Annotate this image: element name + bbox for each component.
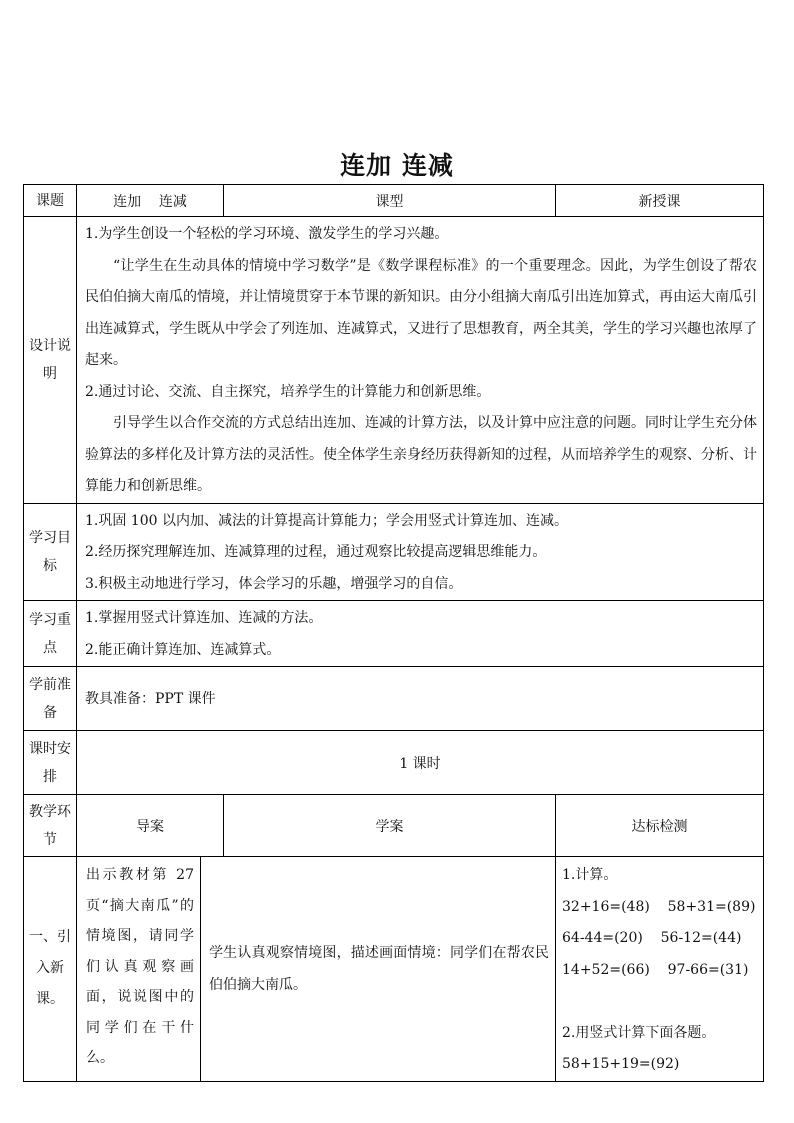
lesson-plan-table xyxy=(23,184,764,1082)
stage-header-label: 教学环节 xyxy=(24,795,77,857)
goals-item: 2.经历探究理解连加、连减算理的过程，通过观察比较提高逻辑思维能力。 xyxy=(85,544,547,560)
goals-content xyxy=(77,503,764,601)
prep-row xyxy=(24,667,764,731)
goals-item: 1.巩固 100 以内加、减法的计算提高计算能力；学会用竖式计算连加、连减。 xyxy=(85,512,568,529)
check-line: 64-44=(20) 56-12=(44) xyxy=(562,930,742,946)
check-line: 1.计算。 xyxy=(562,867,618,883)
topic-value: 连加 连减 xyxy=(77,185,224,217)
focus-content xyxy=(77,601,764,667)
type-label: 课型 xyxy=(224,185,556,217)
check-line: 14+52=(66) 97-66=(31) xyxy=(562,961,749,978)
check-line: 58+15+19=(92) xyxy=(562,1056,680,1072)
column-guide-header: 导案 xyxy=(77,795,224,857)
focus-item: 2.能正确计算连加、连减算式。 xyxy=(85,641,281,658)
type-value: 新授课 xyxy=(556,185,764,217)
design-paragraph-3: 2.通过讨论、交流、自主探究，培养学生的计算能力和创新思维。 xyxy=(85,383,491,400)
design-content xyxy=(77,217,764,504)
stage-header-row xyxy=(24,795,764,857)
stage1-label: 一、引入新课。 xyxy=(24,857,77,1082)
topic-row xyxy=(24,185,764,217)
design-row xyxy=(24,217,764,504)
column-check-header: 达标检测 xyxy=(556,795,764,857)
goals-item: 3.积极主动地进行学习，体会学习的乐趣，增强学习的自信。 xyxy=(85,575,463,592)
stage1-study: 学生认真观察情境图，描述画面情境：同学们在帮农民伯伯摘大南瓜。 xyxy=(201,857,556,1082)
design-paragraph-2: “让学生在生动具体的情境中学习数学”是《数学课程标准》的一个重要理念。因此，为学生创设了帮农民伯伯摘大南瓜的情境，并让情境贯穿于本节课的新知识。由分小组摘大南瓜引出连加算式，再由运大南瓜引出连减算式，学生既从中学会了列连加、连减算式，又进行了思想教育，两全其美，学生的学习兴趣也浓厚了起来。 xyxy=(85,257,757,368)
focus-item: 1.掌握用竖式计算连加、连减的方法。 xyxy=(85,610,323,626)
schedule-row xyxy=(24,731,764,795)
design-paragraph-4: 引导学生以合作交流的方式总结出连加、连减的计算方法，以及计算中应注意的问题。同时让学生充分体验算法的多样化及计算方法的灵活性。使全体学生亲身经历获得新知的过程，从而培养学生的观察、分析、计算能力和创新思维。 xyxy=(85,415,757,494)
design-paragraph-1: 1.为学生创设一个轻松的学习环境、激发学生的学习兴趣。 xyxy=(85,226,449,242)
check-line: 32+16=(48) 58+31=(89) xyxy=(562,898,756,915)
stage1-check xyxy=(556,857,764,1082)
page-title: 连加 连减 xyxy=(340,151,454,180)
schedule-value: 1 课时 xyxy=(77,731,764,795)
goals-label: 学习目标 xyxy=(24,503,77,601)
focus-row xyxy=(24,601,764,667)
schedule-label: 课时安排 xyxy=(24,731,77,795)
focus-label: 学习重点 xyxy=(24,601,77,667)
prep-label: 学前准备 xyxy=(24,667,77,731)
goals-row xyxy=(24,503,764,601)
design-label: 设计说明 xyxy=(24,217,77,504)
check-line xyxy=(562,986,757,1018)
check-line: 2.用竖式计算下面各题。 xyxy=(562,1024,716,1041)
prep-value: 教具准备：PPT 课件 xyxy=(77,667,764,731)
stage1-row xyxy=(24,857,764,1082)
column-study-header: 学案 xyxy=(224,795,556,857)
stage1-guide: 出示教材第 27 页“摘大南瓜”的情境图，请同学们认真观察画面，说说图中的同学们在干什么。 xyxy=(77,857,201,1082)
topic-label: 课题 xyxy=(24,185,77,217)
